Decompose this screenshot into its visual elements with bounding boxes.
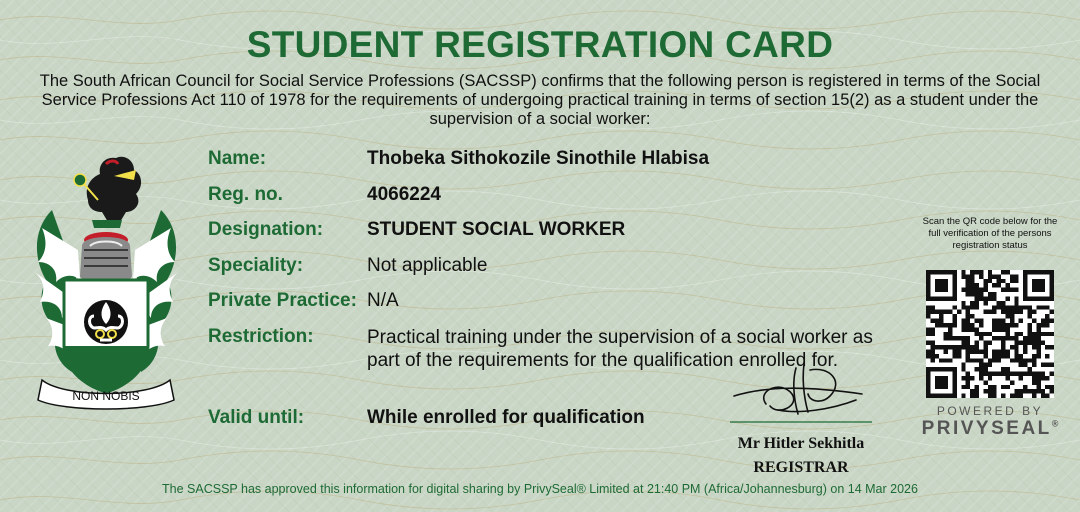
field-value: Practical training under the supervision of a social worker as part of the requirements for the qualification enrolled for. — [367, 327, 873, 371]
signature-icon — [726, 360, 876, 426]
qr-code-icon[interactable] — [926, 270, 1054, 398]
field-label: Restriction: — [208, 326, 314, 347]
powered-by-label: POWERED BY — [936, 404, 1044, 418]
signatory — [716, 432, 886, 480]
field-value: STUDENT SOCIAL WORKER — [367, 219, 626, 240]
field-label: Speciality: — [208, 255, 304, 276]
field-label: Private Practice: — [208, 290, 357, 311]
signatory-name: Mr Hitler Sekhitla — [737, 435, 865, 452]
card-title: STUDENT REGISTRATION CARD — [246, 24, 834, 65]
sacssp-crest-icon — [24, 150, 189, 410]
privyseal-logo — [900, 418, 1080, 440]
field-value: Not applicable — [367, 255, 488, 276]
field-label: Reg. no. — [208, 184, 283, 205]
field-label: Name: — [208, 148, 267, 169]
field-label: Valid until: — [208, 407, 305, 428]
footer-notice: The SACSSP has approved this information for digital sharing by PrivySeal® Limited at 21:40 PM (Africa/Johannesburg) on 14 Mar 2026 — [162, 482, 918, 496]
field-value: N/A — [367, 290, 399, 311]
privyseal-brand: PRIVYSEAL — [921, 418, 1052, 439]
field-value: 4066224 — [367, 184, 441, 205]
field-value: Thobeka Sithokozile Sinothile Hlabisa — [367, 148, 710, 169]
signatory-title: REGISTRAR — [753, 459, 849, 476]
crest-motto: NON NOBIS — [72, 389, 140, 403]
registered-mark: ® — [1051, 418, 1059, 429]
qr-instruction: Scan the QR code below for the full verification of the persons registration status — [922, 216, 1058, 251]
field-value: While enrolled for qualification — [367, 407, 645, 428]
field-label: Designation: — [208, 219, 324, 240]
intro-statement: The South African Council for Social Service Professions (SACSSP) confirms that the following person is registered in terms of the Social Service Professions Act 110 of 1978 for the requirements of undergoing practical training in terms of section 15(2) as a student under the supervision of a social worker: — [39, 72, 1041, 128]
